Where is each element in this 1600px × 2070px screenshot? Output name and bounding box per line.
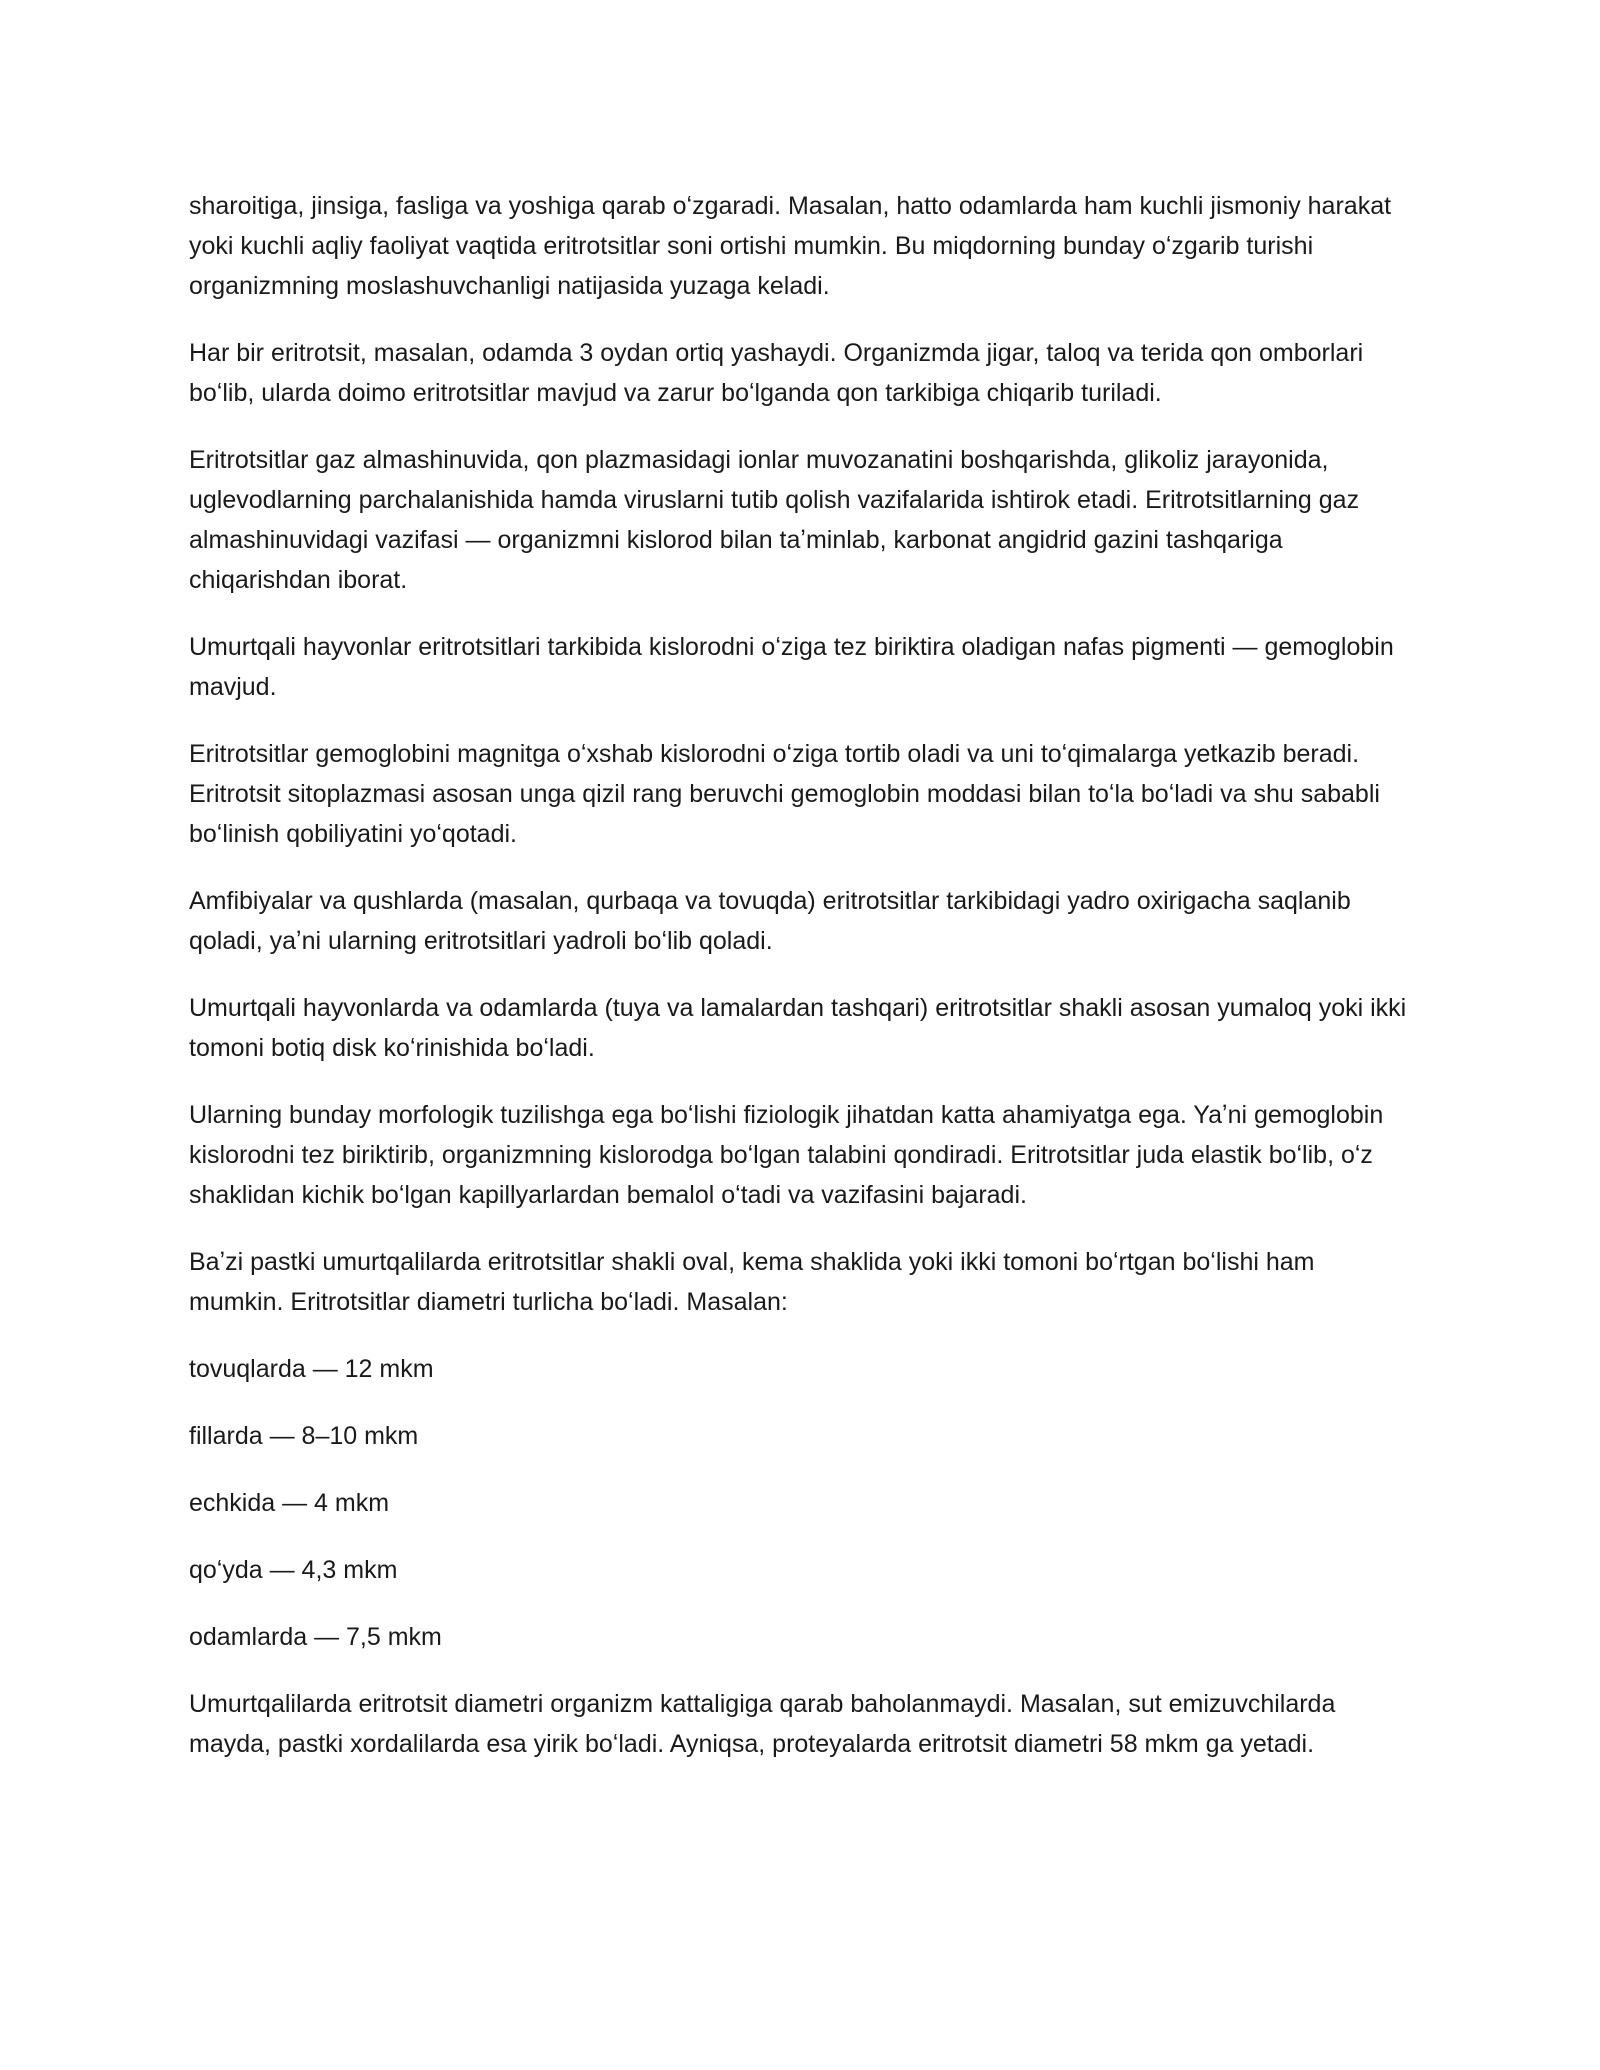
paragraph: Baʼzi pastki umurtqalilarda eritrotsitlar shakli oval, kema shaklida yoki ikki tomoni boʻrtgan boʻlishi ham mumkin. Eritrotsitlar diametri turlicha boʻladi. Masalan:	[189, 1248, 1315, 1316]
list-item: tovuqlarda — 12 mkm	[189, 1355, 434, 1383]
paragraph: Eritrotsitlar gemoglobini magnitga oʻxshab kislorodni oʻziga tortib oladi va uni toʻqimalarga yetkazib beradi. Eritrotsit sitoplazmasi asosan unga qizil rang beruvchi gemoglobin moddasi bilan toʻla boʻladi va shu sababli boʻlinish qobiliyatini yoʻqotadi.	[189, 740, 1380, 848]
list-item: echkida — 4 mkm	[189, 1489, 390, 1517]
paragraph: Umurtqali hayvonlar eritrotsitlari tarkibida kislorodni oʻziga tez biriktira oladigan nafas pigmenti — gemoglobin mavjud.	[189, 633, 1394, 701]
closing-paragraph: Umurtqalilarda eritrotsit diametri organizm kattaligiga qarab baholanmaydi. Masalan, sut emizuvchilarda mayda, pastki xordalilarda esa yirik boʻladi. Ayniqsa, proteyalarda eritrotsit diametri 58 mkm ga yetadi.	[189, 1690, 1336, 1758]
list-item: fillarda — 8–10 mkm	[189, 1422, 419, 1450]
paragraph: Har bir eritrotsit, masalan, odamda 3 oydan ortiq yashaydi. Organizmda jigar, taloq va terida qon omborlari boʻlib, ularda doimo eritrotsitlar mavjud va zarur boʻlganda qon tarkibiga chiqarib turiladi.	[189, 339, 1364, 407]
paragraph: Ularning bunday morfologik tuzilishga ega boʻlishi fiziologik jihatdan katta ahamiyatga ega. Yaʼni gemoglobin kislorodni tez biriktirib, organizmning kislorodga boʻlgan talabini qondiradi. Eritrotsitlar juda elastik boʻlib, oʻz shaklidan kichik boʻlgan kapillyarlardan bemalol oʻtadi va vazifasini bajaradi.	[189, 1101, 1384, 1209]
paragraph: sharoitiga, jinsiga, fasliga va yoshiga qarab oʻzgaradi. Masalan, hatto odamlarda ham kuchli jismoniy harakat yoki kuchli aqliy faoliyat vaqtida eritrotsitlar soni ortishi mumkin. Bu miqdorning bunday oʻzgarib turishi organizmning moslashuvchanligi natijasida yuzaga keladi.	[189, 192, 1392, 300]
list-item: qoʻyda — 4,3 mkm	[189, 1556, 398, 1584]
document-body	[189, 186, 1414, 1791]
list-item: odamlarda — 7,5 mkm	[189, 1623, 442, 1651]
paragraph: Umurtqali hayvonlarda va odamlarda (tuya va lamalardan tashqari) eritrotsitlar shakli asosan yumaloq yoki ikki tomoni botiq disk koʻrinishida boʻladi.	[189, 994, 1407, 1062]
paragraph: Eritrotsitlar gaz almashinuvida, qon plazmasidagi ionlar muvozanatini boshqarishda, glikoliz jarayonida, uglevodlarning parchalanishida hamda viruslarni tutib qolish vazifalarida ishtirok etadi. Eritrotsitlarning gaz almashinuvidagi vazifasi — organizmni kislorod bilan taʼminlab, karbonat angidrid gazini tashqariga chiqarishdan iborat.	[189, 446, 1360, 594]
paragraph: Amfibiyalar va qushlarda (masalan, qurbaqa va tovuqda) eritrotsitlar tarkibidagi yadro oxirigacha saqlanib qoladi, yaʼni ularning eritrotsitlari yadroli boʻlib qoladi.	[189, 887, 1351, 955]
